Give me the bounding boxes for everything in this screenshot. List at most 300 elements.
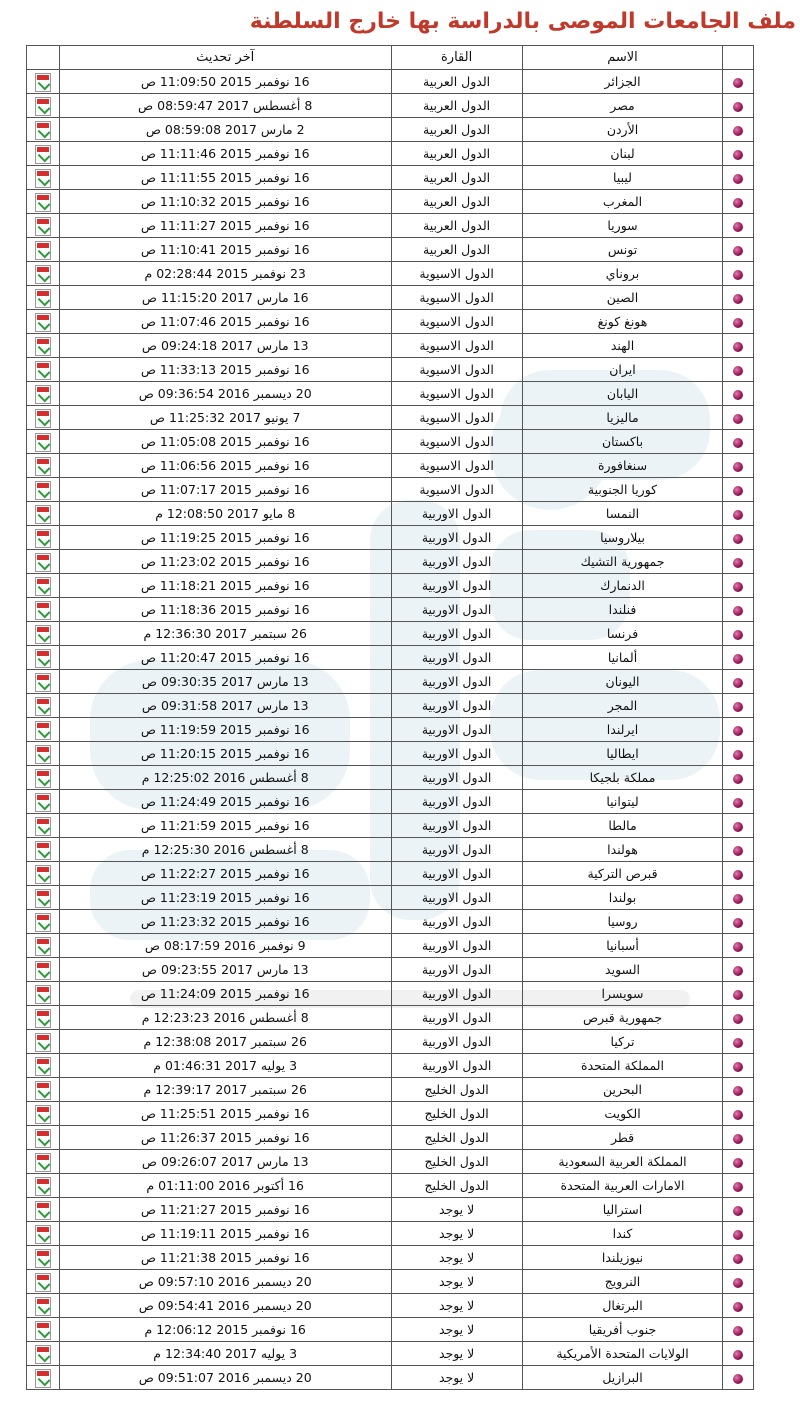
country-name-link[interactable]: روسيا <box>522 910 723 934</box>
country-name-link[interactable]: نيوزيلندا <box>522 1246 723 1270</box>
last-updated-cell: 16 نوفمبر 2015 11:20:15 ص <box>59 742 391 766</box>
bullet-icon <box>733 150 743 160</box>
pdf-download-cell[interactable] <box>27 958 60 982</box>
pdf-file-icon[interactable] <box>35 1057 51 1076</box>
pdf-download-cell[interactable] <box>27 934 60 958</box>
bullet-cell <box>723 598 754 622</box>
pdf-file-icon[interactable] <box>35 169 51 188</box>
last-updated-cell: 16 نوفمبر 2015 11:25:51 ص <box>59 1102 391 1126</box>
pdf-download-cell[interactable] <box>27 1174 60 1198</box>
bullet-cell <box>723 1366 754 1390</box>
pdf-download-cell[interactable] <box>27 694 60 718</box>
table-row[interactable] <box>27 166 754 190</box>
continent-cell: الدول الاوربية <box>391 958 522 982</box>
table-row[interactable] <box>27 142 754 166</box>
pdf-file-icon[interactable] <box>35 1033 51 1052</box>
pdf-download-cell[interactable] <box>27 118 60 142</box>
pdf-download-cell[interactable] <box>27 1246 60 1270</box>
table-row[interactable] <box>27 934 754 958</box>
country-name-link[interactable]: مصر <box>522 94 723 118</box>
country-name-link[interactable]: سنغافورة <box>522 454 723 478</box>
bullet-cell <box>723 934 754 958</box>
continent-cell: الدول العربية <box>391 166 522 190</box>
continent-cell: الدول الخليج <box>391 1126 522 1150</box>
pdf-file-icon[interactable] <box>35 697 51 716</box>
pdf-download-cell[interactable] <box>27 1318 60 1342</box>
country-name-link[interactable]: النمسا <box>522 502 723 526</box>
table-row[interactable] <box>27 310 754 334</box>
pdf-download-cell[interactable] <box>27 790 60 814</box>
country-name-link[interactable]: ايران <box>522 358 723 382</box>
pdf-file-icon[interactable] <box>35 457 51 476</box>
pdf-download-cell[interactable] <box>27 238 60 262</box>
bullet-icon <box>733 366 743 376</box>
pdf-download-cell[interactable] <box>27 1078 60 1102</box>
continent-cell: الدول الاوربية <box>391 886 522 910</box>
country-name-link[interactable]: جمهورية التشيك <box>522 550 723 574</box>
pdf-file-icon[interactable] <box>35 1105 51 1124</box>
table-row[interactable] <box>27 646 754 670</box>
country-name-link[interactable]: جمهورية قبرص <box>522 1006 723 1030</box>
bullet-cell <box>723 1126 754 1150</box>
country-name-link[interactable]: كندا <box>522 1222 723 1246</box>
bullet-icon <box>733 126 743 136</box>
pdf-download-cell[interactable] <box>27 310 60 334</box>
bullet-icon <box>733 342 743 352</box>
pdf-download-cell[interactable] <box>27 598 60 622</box>
pdf-file-icon[interactable] <box>35 889 51 908</box>
pdf-file-icon[interactable] <box>35 337 51 356</box>
table-row[interactable] <box>27 862 754 886</box>
country-name-link[interactable]: أسبانيا <box>522 934 723 958</box>
pdf-file-icon[interactable] <box>35 601 51 620</box>
pdf-download-cell[interactable] <box>27 718 60 742</box>
bullet-cell <box>723 1054 754 1078</box>
universities-table <box>26 45 754 1390</box>
bullet-cell <box>723 1198 754 1222</box>
bullet-cell <box>723 70 754 94</box>
table-row[interactable] <box>27 526 754 550</box>
bullet-icon <box>733 1014 743 1024</box>
table-row[interactable] <box>27 334 754 358</box>
pdf-download-cell[interactable] <box>27 1366 60 1390</box>
pdf-file-icon[interactable] <box>35 385 51 404</box>
pdf-download-cell[interactable] <box>27 1054 60 1078</box>
pdf-download-cell[interactable] <box>27 742 60 766</box>
country-name-link[interactable]: المملكة المتحدة <box>522 1054 723 1078</box>
last-updated-cell: 16 نوفمبر 2015 11:11:46 ص <box>59 142 391 166</box>
table-row[interactable] <box>27 550 754 574</box>
country-name-link[interactable]: اليابان <box>522 382 723 406</box>
country-name-link[interactable]: المملكة العربية السعودية <box>522 1150 723 1174</box>
pdf-download-cell[interactable] <box>27 286 60 310</box>
table-row[interactable] <box>27 238 754 262</box>
table-row[interactable] <box>27 814 754 838</box>
bullet-cell <box>723 358 754 382</box>
pdf-file-icon[interactable] <box>35 793 51 812</box>
country-name-link[interactable]: ألمانيا <box>522 646 723 670</box>
continent-cell: الدول الاوربية <box>391 790 522 814</box>
country-name-link[interactable]: بولندا <box>522 886 723 910</box>
pdf-file-icon[interactable] <box>35 673 51 692</box>
last-updated-cell: 16 مارس 2017 11:15:20 ص <box>59 286 391 310</box>
table-row[interactable] <box>27 958 754 982</box>
pdf-file-icon[interactable] <box>35 1273 51 1292</box>
pdf-file-icon[interactable] <box>35 649 51 668</box>
country-name-link[interactable]: ايطاليا <box>522 742 723 766</box>
pdf-file-icon[interactable] <box>35 961 51 980</box>
bullet-icon <box>733 246 743 256</box>
table-row[interactable] <box>27 94 754 118</box>
table-row[interactable] <box>27 910 754 934</box>
pdf-file-icon[interactable] <box>35 817 51 836</box>
pdf-file-icon[interactable] <box>35 841 51 860</box>
table-header-row <box>27 46 754 70</box>
bullet-icon <box>733 390 743 400</box>
pdf-file-icon[interactable] <box>35 769 51 788</box>
country-name-link[interactable]: ماليزيا <box>522 406 723 430</box>
pdf-download-cell[interactable] <box>27 1270 60 1294</box>
table-row[interactable] <box>27 1246 754 1270</box>
table-row[interactable] <box>27 1078 754 1102</box>
pdf-download-cell[interactable] <box>27 142 60 166</box>
table-row[interactable] <box>27 1126 754 1150</box>
table-row[interactable] <box>27 1366 754 1390</box>
pdf-file-icon[interactable] <box>35 409 51 428</box>
pdf-file-icon[interactable] <box>35 1081 51 1100</box>
pdf-download-cell[interactable] <box>27 502 60 526</box>
pdf-download-cell[interactable] <box>27 262 60 286</box>
country-name-link[interactable]: الجزائر <box>522 70 723 94</box>
table-row[interactable] <box>27 214 754 238</box>
country-name-link[interactable]: الأردن <box>522 118 723 142</box>
country-name-link[interactable]: قبرص التركية <box>522 862 723 886</box>
pdf-file-icon[interactable] <box>35 1225 51 1244</box>
pdf-download-cell[interactable] <box>27 526 60 550</box>
table-row[interactable] <box>27 502 754 526</box>
table-row[interactable] <box>27 406 754 430</box>
table-row[interactable] <box>27 1102 754 1126</box>
table-row[interactable] <box>27 1030 754 1054</box>
country-name-link[interactable]: المجر <box>522 694 723 718</box>
last-updated-cell: 16 نوفمبر 2015 11:07:46 ص <box>59 310 391 334</box>
country-name-link[interactable]: فنلندا <box>522 598 723 622</box>
pdf-file-icon[interactable] <box>35 313 51 332</box>
last-updated-cell: 16 نوفمبر 2015 11:07:17 ص <box>59 478 391 502</box>
pdf-file-icon[interactable] <box>35 289 51 308</box>
continent-cell: الدول الاوربية <box>391 502 522 526</box>
country-name-link[interactable]: بروناي <box>522 262 723 286</box>
pdf-file-icon[interactable] <box>35 121 51 140</box>
bullet-icon <box>733 702 743 712</box>
pdf-download-cell[interactable] <box>27 382 60 406</box>
continent-cell: الدول الاوربية <box>391 742 522 766</box>
bullet-cell <box>723 1222 754 1246</box>
bullet-icon <box>733 582 743 592</box>
pdf-download-cell[interactable] <box>27 478 60 502</box>
pdf-file-icon[interactable] <box>35 1129 51 1148</box>
pdf-file-icon[interactable] <box>35 97 51 116</box>
country-name-link[interactable]: الصين <box>522 286 723 310</box>
pdf-file-icon[interactable] <box>35 505 51 524</box>
table-row[interactable] <box>27 982 754 1006</box>
pdf-download-cell[interactable] <box>27 886 60 910</box>
pdf-file-icon[interactable] <box>35 745 51 764</box>
pdf-file-icon[interactable] <box>35 625 51 644</box>
pdf-file-icon[interactable] <box>35 1345 51 1364</box>
pdf-file-icon[interactable] <box>35 577 51 596</box>
pdf-file-icon[interactable] <box>35 265 51 284</box>
bullet-icon <box>733 918 743 928</box>
last-updated-cell: 16 نوفمبر 2015 11:23:02 ص <box>59 550 391 574</box>
continent-cell: الدول الاسيوية <box>391 334 522 358</box>
country-name-link[interactable]: الولايات المتحدة الأمريكية <box>522 1342 723 1366</box>
bullet-icon <box>733 1302 743 1312</box>
last-updated-cell: 16 نوفمبر 2015 11:21:27 ص <box>59 1198 391 1222</box>
continent-cell: لا يوجد <box>391 1270 522 1294</box>
table-row[interactable] <box>27 70 754 94</box>
table-row[interactable] <box>27 1150 754 1174</box>
table-row[interactable] <box>27 718 754 742</box>
pdf-download-cell[interactable] <box>27 1150 60 1174</box>
country-name-link[interactable]: هولندا <box>522 838 723 862</box>
pdf-download-cell[interactable] <box>27 646 60 670</box>
country-name-link[interactable]: باكستان <box>522 430 723 454</box>
country-name-link[interactable]: فرنسا <box>522 622 723 646</box>
pdf-download-cell[interactable] <box>27 358 60 382</box>
pdf-file-icon[interactable] <box>35 73 51 92</box>
table-row[interactable] <box>27 1270 754 1294</box>
header-continent: القارة <box>391 46 522 70</box>
pdf-file-icon[interactable] <box>35 1369 51 1388</box>
bullet-cell <box>723 262 754 286</box>
table-row[interactable] <box>27 574 754 598</box>
pdf-file-icon[interactable] <box>35 1249 51 1268</box>
table-row[interactable] <box>27 694 754 718</box>
bullet-icon <box>733 966 743 976</box>
pdf-file-icon[interactable] <box>35 1201 51 1220</box>
pdf-download-cell[interactable] <box>27 94 60 118</box>
continent-cell: الدول الاوربية <box>391 694 522 718</box>
table-row[interactable] <box>27 262 754 286</box>
pdf-download-cell[interactable] <box>27 334 60 358</box>
pdf-download-cell[interactable] <box>27 1342 60 1366</box>
table-row[interactable] <box>27 742 754 766</box>
table-row[interactable] <box>27 886 754 910</box>
country-name-link[interactable]: ايرلندا <box>522 718 723 742</box>
table-row[interactable] <box>27 622 754 646</box>
country-name-link[interactable]: الامارات العربية المتحدة <box>522 1174 723 1198</box>
pdf-download-cell[interactable] <box>27 454 60 478</box>
country-name-link[interactable]: مملكة بلجيكا <box>522 766 723 790</box>
pdf-download-cell[interactable] <box>27 1198 60 1222</box>
bullet-cell <box>723 910 754 934</box>
country-name-link[interactable]: جنوب أفريقيا <box>522 1318 723 1342</box>
bullet-icon <box>733 102 743 112</box>
continent-cell: الدول الاوربية <box>391 934 522 958</box>
pdf-download-cell[interactable] <box>27 670 60 694</box>
continent-cell: الدول العربية <box>391 142 522 166</box>
continent-cell: لا يوجد <box>391 1318 522 1342</box>
last-updated-cell: 16 أكتوبر 2016 01:11:00 م <box>59 1174 391 1198</box>
pdf-download-cell[interactable] <box>27 406 60 430</box>
pdf-download-cell[interactable] <box>27 814 60 838</box>
continent-cell: الدول الاوربية <box>391 550 522 574</box>
pdf-file-icon[interactable] <box>35 913 51 932</box>
bullet-icon <box>733 558 743 568</box>
pdf-file-icon[interactable] <box>35 529 51 548</box>
pdf-download-cell[interactable] <box>27 1006 60 1030</box>
continent-cell: الدول العربية <box>391 118 522 142</box>
country-name-link[interactable]: ليبيا <box>522 166 723 190</box>
pdf-file-icon[interactable] <box>35 361 51 380</box>
bullet-cell <box>723 1030 754 1054</box>
pdf-download-cell[interactable] <box>27 574 60 598</box>
pdf-file-icon[interactable] <box>35 145 51 164</box>
country-name-link[interactable]: تونس <box>522 238 723 262</box>
pdf-download-cell[interactable] <box>27 1294 60 1318</box>
country-name-link[interactable]: الهند <box>522 334 723 358</box>
bullet-icon <box>733 438 743 448</box>
country-name-link[interactable]: النرويج <box>522 1270 723 1294</box>
country-name-link[interactable]: الدنمارك <box>522 574 723 598</box>
country-name-link[interactable]: تركيا <box>522 1030 723 1054</box>
table-row[interactable] <box>27 670 754 694</box>
pdf-file-icon[interactable] <box>35 937 51 956</box>
bullet-icon <box>733 414 743 424</box>
bullet-icon <box>733 1062 743 1072</box>
table-row[interactable] <box>27 430 754 454</box>
bullet-cell <box>723 886 754 910</box>
table-row[interactable] <box>27 1342 754 1366</box>
pdf-file-icon[interactable] <box>35 553 51 572</box>
bullet-icon <box>733 1206 743 1216</box>
table-row[interactable] <box>27 1318 754 1342</box>
country-name-link[interactable]: المغرب <box>522 190 723 214</box>
last-updated-cell: 20 ديسمبر 2016 09:57:10 ص <box>59 1270 391 1294</box>
country-name-link[interactable]: البرتغال <box>522 1294 723 1318</box>
pdf-download-cell[interactable] <box>27 214 60 238</box>
table-row[interactable] <box>27 118 754 142</box>
pdf-file-icon[interactable] <box>35 481 51 500</box>
pdf-download-cell[interactable] <box>27 838 60 862</box>
country-name-link[interactable]: كوريا الجنوبية <box>522 478 723 502</box>
pdf-download-cell[interactable] <box>27 1126 60 1150</box>
pdf-download-cell[interactable] <box>27 910 60 934</box>
pdf-download-cell[interactable] <box>27 70 60 94</box>
table-row[interactable] <box>27 790 754 814</box>
pdf-file-icon[interactable] <box>35 721 51 740</box>
bullet-icon <box>733 942 743 952</box>
table-row[interactable] <box>27 358 754 382</box>
table-row[interactable] <box>27 1006 754 1030</box>
pdf-download-cell[interactable] <box>27 622 60 646</box>
pdf-download-cell[interactable] <box>27 766 60 790</box>
table-row[interactable] <box>27 598 754 622</box>
country-name-link[interactable]: استراليا <box>522 1198 723 1222</box>
pdf-file-icon[interactable] <box>35 1297 51 1316</box>
bullet-cell <box>723 814 754 838</box>
table-row[interactable] <box>27 478 754 502</box>
table-row[interactable] <box>27 454 754 478</box>
pdf-download-cell[interactable] <box>27 190 60 214</box>
last-updated-cell: 16 نوفمبر 2015 11:23:19 ص <box>59 886 391 910</box>
last-updated-cell: 8 أغسطس 2017 08:59:47 ص <box>59 94 391 118</box>
pdf-file-icon[interactable] <box>35 217 51 236</box>
continent-cell: الدول الاسيوية <box>391 310 522 334</box>
bullet-cell <box>723 334 754 358</box>
bullet-icon <box>733 1038 743 1048</box>
country-name-link[interactable]: مالطا <box>522 814 723 838</box>
continent-cell: لا يوجد <box>391 1342 522 1366</box>
pdf-download-cell[interactable] <box>27 550 60 574</box>
country-name-link[interactable]: لبنان <box>522 142 723 166</box>
country-name-link[interactable]: ليتوانيا <box>522 790 723 814</box>
country-name-link[interactable]: الكويت <box>522 1102 723 1126</box>
pdf-file-icon[interactable] <box>35 241 51 260</box>
pdf-download-cell[interactable] <box>27 1102 60 1126</box>
bullet-cell <box>723 214 754 238</box>
last-updated-cell: 9 نوفمبر 2016 08:17:59 ص <box>59 934 391 958</box>
country-name-link[interactable]: اليونان <box>522 670 723 694</box>
country-name-link[interactable]: السويد <box>522 958 723 982</box>
bullet-icon <box>733 798 743 808</box>
country-name-link[interactable]: هونغ كونغ <box>522 310 723 334</box>
pdf-download-cell[interactable] <box>27 1222 60 1246</box>
pdf-file-icon[interactable] <box>35 865 51 884</box>
pdf-download-cell[interactable] <box>27 862 60 886</box>
table-row[interactable] <box>27 1198 754 1222</box>
table-row[interactable] <box>27 286 754 310</box>
table-row[interactable] <box>27 766 754 790</box>
table-row[interactable] <box>27 190 754 214</box>
country-name-link[interactable]: قطر <box>522 1126 723 1150</box>
bullet-cell <box>723 574 754 598</box>
table-row[interactable] <box>27 838 754 862</box>
bullet-icon <box>733 1182 743 1192</box>
table-row[interactable] <box>27 382 754 406</box>
pdf-file-icon[interactable] <box>35 1321 51 1340</box>
country-name-link[interactable]: سوريا <box>522 214 723 238</box>
pdf-file-icon[interactable] <box>35 985 51 1004</box>
country-name-link[interactable]: البرازيل <box>522 1366 723 1390</box>
continent-cell: الدول الاوربية <box>391 622 522 646</box>
pdf-download-cell[interactable] <box>27 982 60 1006</box>
continent-cell: الدول الاوربية <box>391 766 522 790</box>
last-updated-cell: 16 نوفمبر 2015 11:19:59 ص <box>59 718 391 742</box>
table-row[interactable] <box>27 1054 754 1078</box>
pdf-file-icon[interactable] <box>35 1153 51 1172</box>
last-updated-cell: 3 يوليه 2017 12:34:40 م <box>59 1342 391 1366</box>
table-row[interactable] <box>27 1294 754 1318</box>
table-row[interactable] <box>27 1222 754 1246</box>
pdf-download-cell[interactable] <box>27 166 60 190</box>
bullet-cell <box>723 670 754 694</box>
country-name-link[interactable]: بيلاروسيا <box>522 526 723 550</box>
pdf-file-icon[interactable] <box>35 1177 51 1196</box>
bullet-cell <box>723 238 754 262</box>
continent-cell: لا يوجد <box>391 1246 522 1270</box>
country-name-link[interactable]: البحرين <box>522 1078 723 1102</box>
last-updated-cell: 16 نوفمبر 2015 11:24:49 ص <box>59 790 391 814</box>
pdf-download-cell[interactable] <box>27 430 60 454</box>
pdf-file-icon[interactable] <box>35 193 51 212</box>
pdf-download-cell[interactable] <box>27 1030 60 1054</box>
table-row[interactable] <box>27 1174 754 1198</box>
pdf-file-icon[interactable] <box>35 433 51 452</box>
country-name-link[interactable]: سويسرا <box>522 982 723 1006</box>
pdf-file-icon[interactable] <box>35 1009 51 1028</box>
